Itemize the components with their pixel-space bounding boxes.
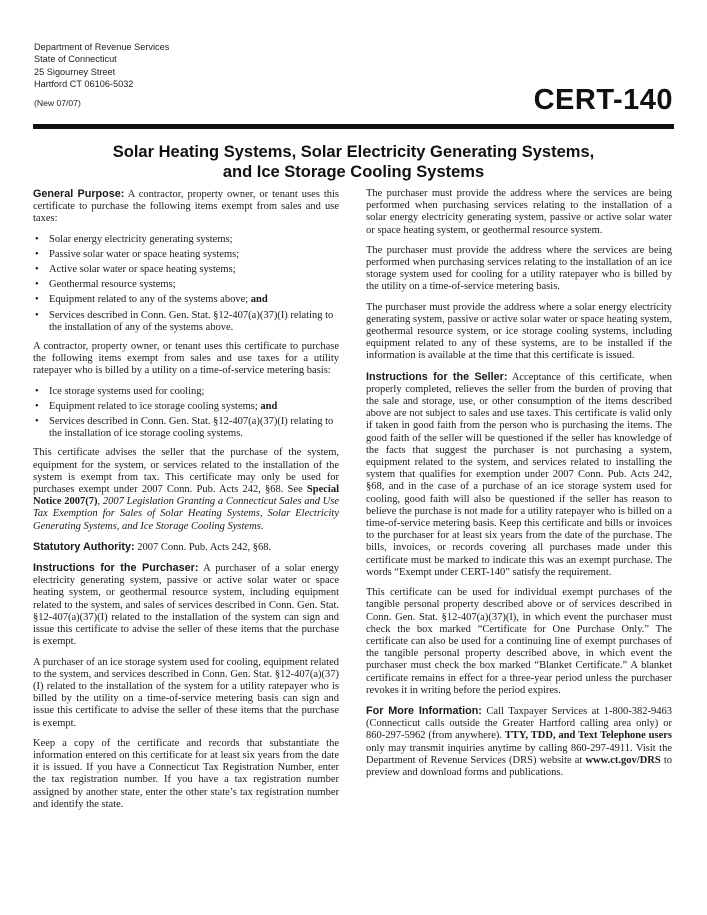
list-item: • Services described in Conn. Gen. Stat. §12-407(a)(37)(I) relating to the installation of ice storage cooling systems. (33, 416, 339, 440)
page-title (33, 143, 674, 182)
address-paragraph-2: The purchaser must provide the address where the services are being performed when purchasing services relating to the installation of an ice storage system used for cooling for a utility ratepayer who is billed by the utility on a time-of-service metering basis. (366, 244, 672, 293)
more-information (366, 705, 672, 779)
general-purpose-intro (33, 188, 339, 226)
list-and: and (248, 294, 268, 306)
form-number: CERT-140 (533, 84, 673, 116)
para3-text: This certificate advises the seller that the purchase of the system, equipment for the system, or services related to the installation of the system is exempt from tax. This certificate may only be used for purchases exempt under 2007 Conn. Pub. Acts 242, §68. See (33, 447, 339, 496)
address-paragraph-3: The purchaser must provide the address where a solar energy electricity generating system, passive or active solar water or space heating system, geothermal resource system, or ice storage cooling systems, including equipment related to any of these systems, are to be installed if the information is available at the time that this certificate is issued. (366, 301, 672, 362)
statutory-heading: Statutory Authority: (33, 540, 135, 553)
general-purpose-heading: General Purpose: (33, 188, 125, 200)
title-line-2: and Ice Storage Cooling Systems (222, 162, 485, 181)
purchaser-heading: Instructions for the Purchaser: (33, 562, 199, 575)
list-item: • Ice storage systems used for cooling; (33, 386, 339, 398)
purchaser-instructions-3: Keep a copy of the certificate and records that substantiate the information entered on this certificate for at least six years from the date it is issued. If you have a Connecticut Tax Registration Number, enter the tax registration number. If you have a tax registration number assigned by another state, enter the other state’s tax registration number and identify the state. (33, 737, 339, 810)
special-notice-ref: Special Notice 2007(7) (33, 484, 339, 508)
right-column (366, 188, 672, 787)
title-line-1: Solar Heating Systems, Solar Electricity Generating Systems, (112, 143, 595, 161)
list-item: • Passive solar water or space heating systems; (33, 249, 339, 261)
statutory-authority (33, 541, 339, 554)
left-column (33, 188, 339, 819)
agency-address (34, 41, 169, 91)
agency-line: 25 Sigourney Street (34, 66, 116, 77)
more-info-text: only may transmit inquiries anytime by calling 860-297-4911. Visit the Department of Revenue Services (DRS) website at (366, 742, 672, 766)
agency-line: Department of Revenue Services (34, 42, 170, 52)
seller-text: Acceptance of this certificate, when properly completed, relieves the seller from the burden of proving that the sale and storage, use, or other consumption of the items described above are not subject to sales and use taxes. This certificate is valid only if taken in good faith from the person who is purchasing the items. The good faith of the seller will be questioned if the seller has knowledge of the facts that suggest the purchaser is not purchasing a system, equipment related to the system, and services related to installing the system that qualifies for exemption under 2007 Conn. Pub. Acts 242, §68, and in the case of a purchase of an ice storage system used for cooling, good faith will also be questioned if the seller has reason to believe the purchase is not made for a utility ratepayer who is billed on a time-of-service metering basis. Keep this certificate and bills or invoices to the purchaser for at least six years from the date of the purchase. The bills, invoices, or records covering all purchases made under this certificate must be marked to indicate this was an exempt purchase. The words “Exempt under CERT-140” satisfy the requirement. (366, 371, 672, 578)
special-notice-title: 2007 Legislation Granting a Connecticut Sales and Use Tax Exemption for Sales of Solar Heating Systems, Solar Electricity Generating Systems, and Ice Storage Cooling Systems (33, 496, 339, 532)
list-item (33, 294, 339, 306)
general-purpose-para2: A contractor, property owner, or tenant uses this certificate to purchase the following items exempt from sales and use taxes for a utility ratepayer who is billed by a utility on a time-of-service metering basis: (33, 341, 339, 377)
edition-date: (New 07/07) (34, 98, 81, 108)
list-item-text: Equipment related to any of the systems above; (49, 294, 249, 306)
purchaser-instructions-1 (33, 562, 339, 648)
list-item: • Geothermal resource systems; (33, 279, 339, 291)
agency-line: State of Connecticut (34, 54, 117, 65)
more-info-heading: For More Information: (366, 704, 482, 717)
exempt-items-list (33, 234, 339, 334)
list-item (33, 401, 339, 413)
general-purpose-para3: This certificate advises the seller that the purchase of the system, equipment for the system, or services related to the installation of the system is exempt from tax. This certificate may only be used for purchases exempt under 2007 Conn. Pub. Acts 242, §68. See Special Notice 2007(7), 2007 Legislation Granting a Connecticut Sales and Use Tax Exemption for Sales of Solar Heating Systems, Solar Electricity Generating Systems, and Ice Storage Cooling Systems. (33, 447, 339, 532)
purchaser-text-1: A purchaser of a solar energy electricity generating system, passive or active solar water or space heating system, or geothermal resource system, including equipment related to the system, and sales of services described in Conn. Gen. Stat. §12-407(a)(37)(I) related to the installation of the system can sign and issue this certificate to advise the seller of these items that the purchase is exempt. (33, 563, 339, 648)
address-paragraph-1: The purchaser must provide the address where the services are being performed when purchasing services relating to the installation of a solar energy electricity generating system, passive or active solar water or space heating system, or geothermal resource system. (366, 188, 672, 236)
ice-storage-items-list (33, 386, 339, 441)
more-info-text: to preview and download forms and publications. (366, 754, 672, 778)
list-item: • Active solar water or space heating systems; (33, 264, 339, 276)
agency-line: Hartford CT 06106-5032 (34, 79, 134, 90)
list-item: • Services described in Conn. Gen. Stat. §12-407(a)(37)(I) relating to the installation of any of the systems above. (33, 310, 339, 334)
certificate-usage: This certificate can be used for individual exempt purchases of the tangible personal property described above or of services described in Conn. Gen. Stat. §12-407(a)(37)(I), in which event the purchaser must check the box marked “Certificate for One Purchase Only.” The certificate can also be used for a continuing line of exempt purchases of the tangible personal property described above, in which event the purchaser must check the box marked “Blanket Certificate.” A blanket certificate remains in effect for a three-year period unless the purchaser revokes it in writing before the period expires. (366, 587, 672, 696)
seller-instructions (366, 371, 672, 579)
list-item: • Solar energy electricity generating systems; (33, 234, 339, 246)
statutory-text: 2007 Conn. Pub. Acts 242, §68. (134, 541, 272, 553)
header-rule (33, 124, 674, 129)
more-info-text: Call Taxpayer Services at 1-800-382-9463 (Connecticut calls outside the Greater Hartford calling area only) or 860-297-5962 (from anywhere). (366, 705, 672, 742)
list-item-text: Equipment related to ice storage cooling systems; (49, 400, 258, 412)
list-and: and (257, 400, 278, 412)
seller-heading: Instructions for the Seller: (366, 370, 508, 383)
website-link[interactable]: www.ct.gov/DRS (585, 754, 661, 766)
purchaser-instructions-2: A purchaser of an ice storage system used for cooling, equipment related to the system, and services described in Conn. Gen. Stat. §12-407(a)(37)(I) related to the installation of the system for a utility ratepayer who is billed by the utility on a time-of-service metering basis can sign and issue this certificate to advise the seller of these items that the purchase is exempt. (33, 656, 339, 729)
tty-users: TTY, TDD, and Text Telephone users (504, 730, 672, 742)
general-purpose-text: A contractor, property owner, or tenant uses this certificate to purchase the following items exempt from sales and use taxes: (33, 189, 339, 225)
